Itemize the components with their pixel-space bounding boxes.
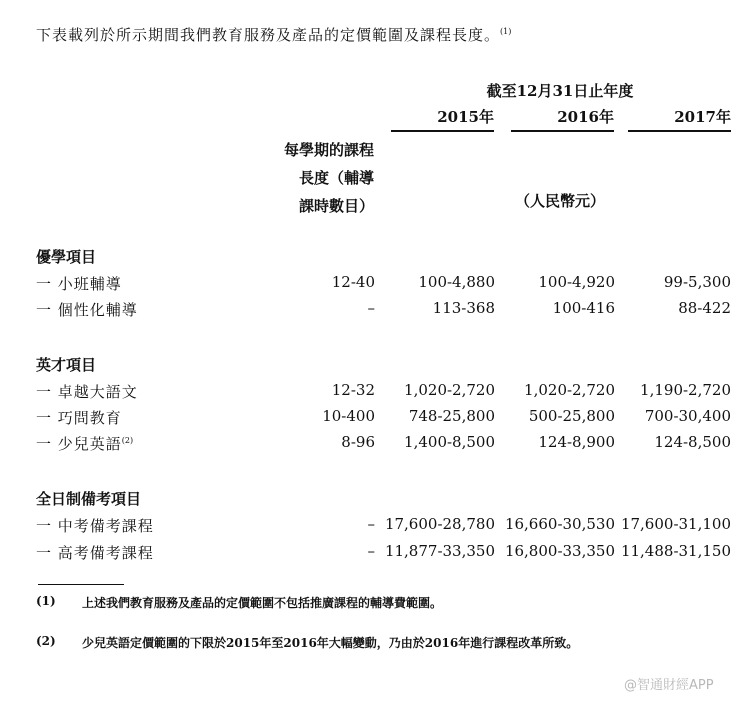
- price-2015-cell: 1,020-2,720: [404, 381, 495, 399]
- price-2015-cell: 11,877-33,350: [384, 542, 495, 560]
- row-label-text: 一 少兒英語: [36, 435, 122, 453]
- watermark: @智通財經APP: [624, 678, 714, 693]
- price-2015-cell: 17,600-28,780: [384, 515, 495, 533]
- duration-cell: 12-32: [331, 381, 375, 399]
- period-header: 截至12月31日止年度: [486, 82, 634, 100]
- duration-cell: –: [367, 515, 375, 533]
- row-label: [36, 433, 133, 454]
- year-header-2017: 2017年: [628, 106, 731, 132]
- duration-cell: 8-96: [341, 433, 375, 451]
- table-row: [0, 515, 740, 541]
- row-label: 一 高考備考課程: [36, 544, 154, 562]
- duration-header-line: 課時數目）: [298, 197, 374, 215]
- duration-cell: –: [367, 299, 375, 317]
- price-2017-cell: 17,600-31,100: [620, 515, 731, 533]
- year-header-2015: 2015年: [391, 106, 494, 132]
- footnote-number: (1): [36, 594, 56, 608]
- price-2016-cell: 500-25,800: [528, 407, 615, 425]
- price-2017-cell: 11,488-31,150: [620, 542, 731, 560]
- row-label: 一 個性化輔導: [36, 301, 138, 319]
- section-title: 全日制備考項目: [36, 490, 142, 508]
- row-label: 一 巧問教育: [36, 409, 122, 427]
- duration-header-line: 長度（輔導: [298, 169, 374, 187]
- table-row: [0, 299, 740, 325]
- price-2016-cell: 1,020-2,720: [524, 381, 615, 399]
- duration-header: [240, 136, 374, 220]
- footnote-text: 少兒英語定價範圍的下限於2015年至2016年大幅變動，乃由於2016年進行課程改革所致。: [82, 636, 579, 650]
- footnote-number: (2): [36, 634, 56, 648]
- price-2017-cell: 124-8,500: [654, 433, 731, 451]
- row-label: 一 中考備考課程: [36, 517, 154, 535]
- duration-header-line: 每學期的課程: [283, 141, 374, 159]
- duration-cell: 10-400: [322, 407, 375, 425]
- price-2016-cell: 100-4,920: [538, 273, 615, 291]
- price-2016-cell: 100-416: [552, 299, 615, 317]
- year-header-2016: 2016年: [511, 106, 614, 132]
- duration-cell: –: [367, 542, 375, 560]
- table-row: [0, 433, 740, 459]
- duration-cell: 12-40: [331, 273, 375, 291]
- table-row: [0, 407, 740, 433]
- price-2016-cell: 16,660-30,530: [504, 515, 615, 533]
- footnote-text: 上述我們教育服務及產品的定價範圍不包括推廣課程的輔導費範圍。: [82, 596, 443, 610]
- intro-text: [36, 24, 511, 45]
- price-2016-cell: 16,800-33,350: [504, 542, 615, 560]
- row-label: 一 卓越大語文: [36, 383, 138, 401]
- row-footnote-ref: (2): [121, 436, 134, 445]
- table-row: [0, 542, 740, 568]
- section-title: 英才項目: [36, 356, 97, 374]
- row-label: 一 小班輔導: [36, 275, 122, 293]
- price-2017-cell: 88-422: [678, 299, 731, 317]
- footnote-divider: [38, 584, 124, 585]
- currency-header: （人民幣元）: [514, 192, 605, 210]
- price-2017-cell: 700-30,400: [644, 407, 731, 425]
- price-2015-cell: 1,400-8,500: [404, 433, 495, 451]
- section-title: 優學項目: [36, 248, 97, 266]
- price-2016-cell: 124-8,900: [538, 433, 615, 451]
- price-2017-cell: 99-5,300: [663, 273, 731, 291]
- price-2015-cell: 113-368: [432, 299, 495, 317]
- price-2017-cell: 1,190-2,720: [640, 381, 731, 399]
- table-row: [0, 381, 740, 407]
- price-2015-cell: 748-25,800: [408, 407, 495, 425]
- intro-footnote-ref: (1): [500, 27, 512, 36]
- table-row: [0, 273, 740, 299]
- price-2015-cell: 100-4,880: [418, 273, 495, 291]
- intro-sentence: 下表載列於所示期間我們教育服務及產品的定價範圍及課程長度。: [36, 26, 501, 44]
